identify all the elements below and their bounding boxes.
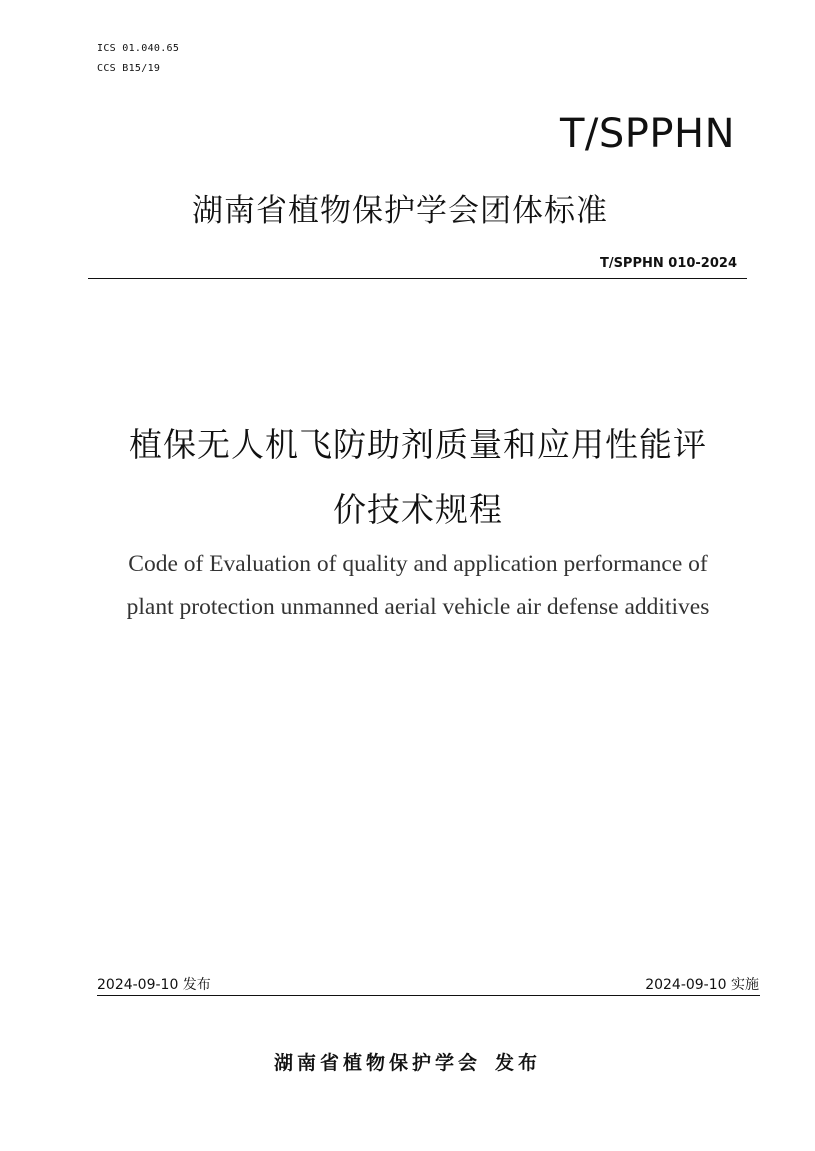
standard-brand-code: T/SPPHN — [559, 111, 735, 157]
document-title-zh-line1: 植保无人机飞防助剂质量和应用性能评 — [129, 425, 707, 464]
ics-code: ICS 01.040.65 — [97, 43, 180, 54]
publish-date: 2024-09-10 发布 — [97, 977, 211, 993]
footer-divider — [97, 995, 760, 996]
header-divider — [88, 278, 747, 279]
effective-date: 2024-09-10 实施 — [645, 977, 759, 993]
document-title-en-line2: plant protection unmanned aerial vehicle air defense additives — [126, 594, 710, 620]
publisher-line — [0, 1050, 815, 1076]
ccs-code: CCS B15/19 — [97, 63, 161, 74]
organization-standard-title: 湖南省植物保护学会团体标准 — [192, 193, 608, 229]
document-title-en-line1: Code of Evaluation of quality and application performance of — [128, 551, 708, 577]
publisher-org: 湖南省植物保护学会 — [273, 1052, 481, 1074]
publisher-action: 发布 — [495, 1052, 542, 1074]
standard-number: T/SPPHN 010-2024 — [599, 256, 737, 271]
document-title-zh-line2: 价技术规程 — [333, 490, 503, 529]
